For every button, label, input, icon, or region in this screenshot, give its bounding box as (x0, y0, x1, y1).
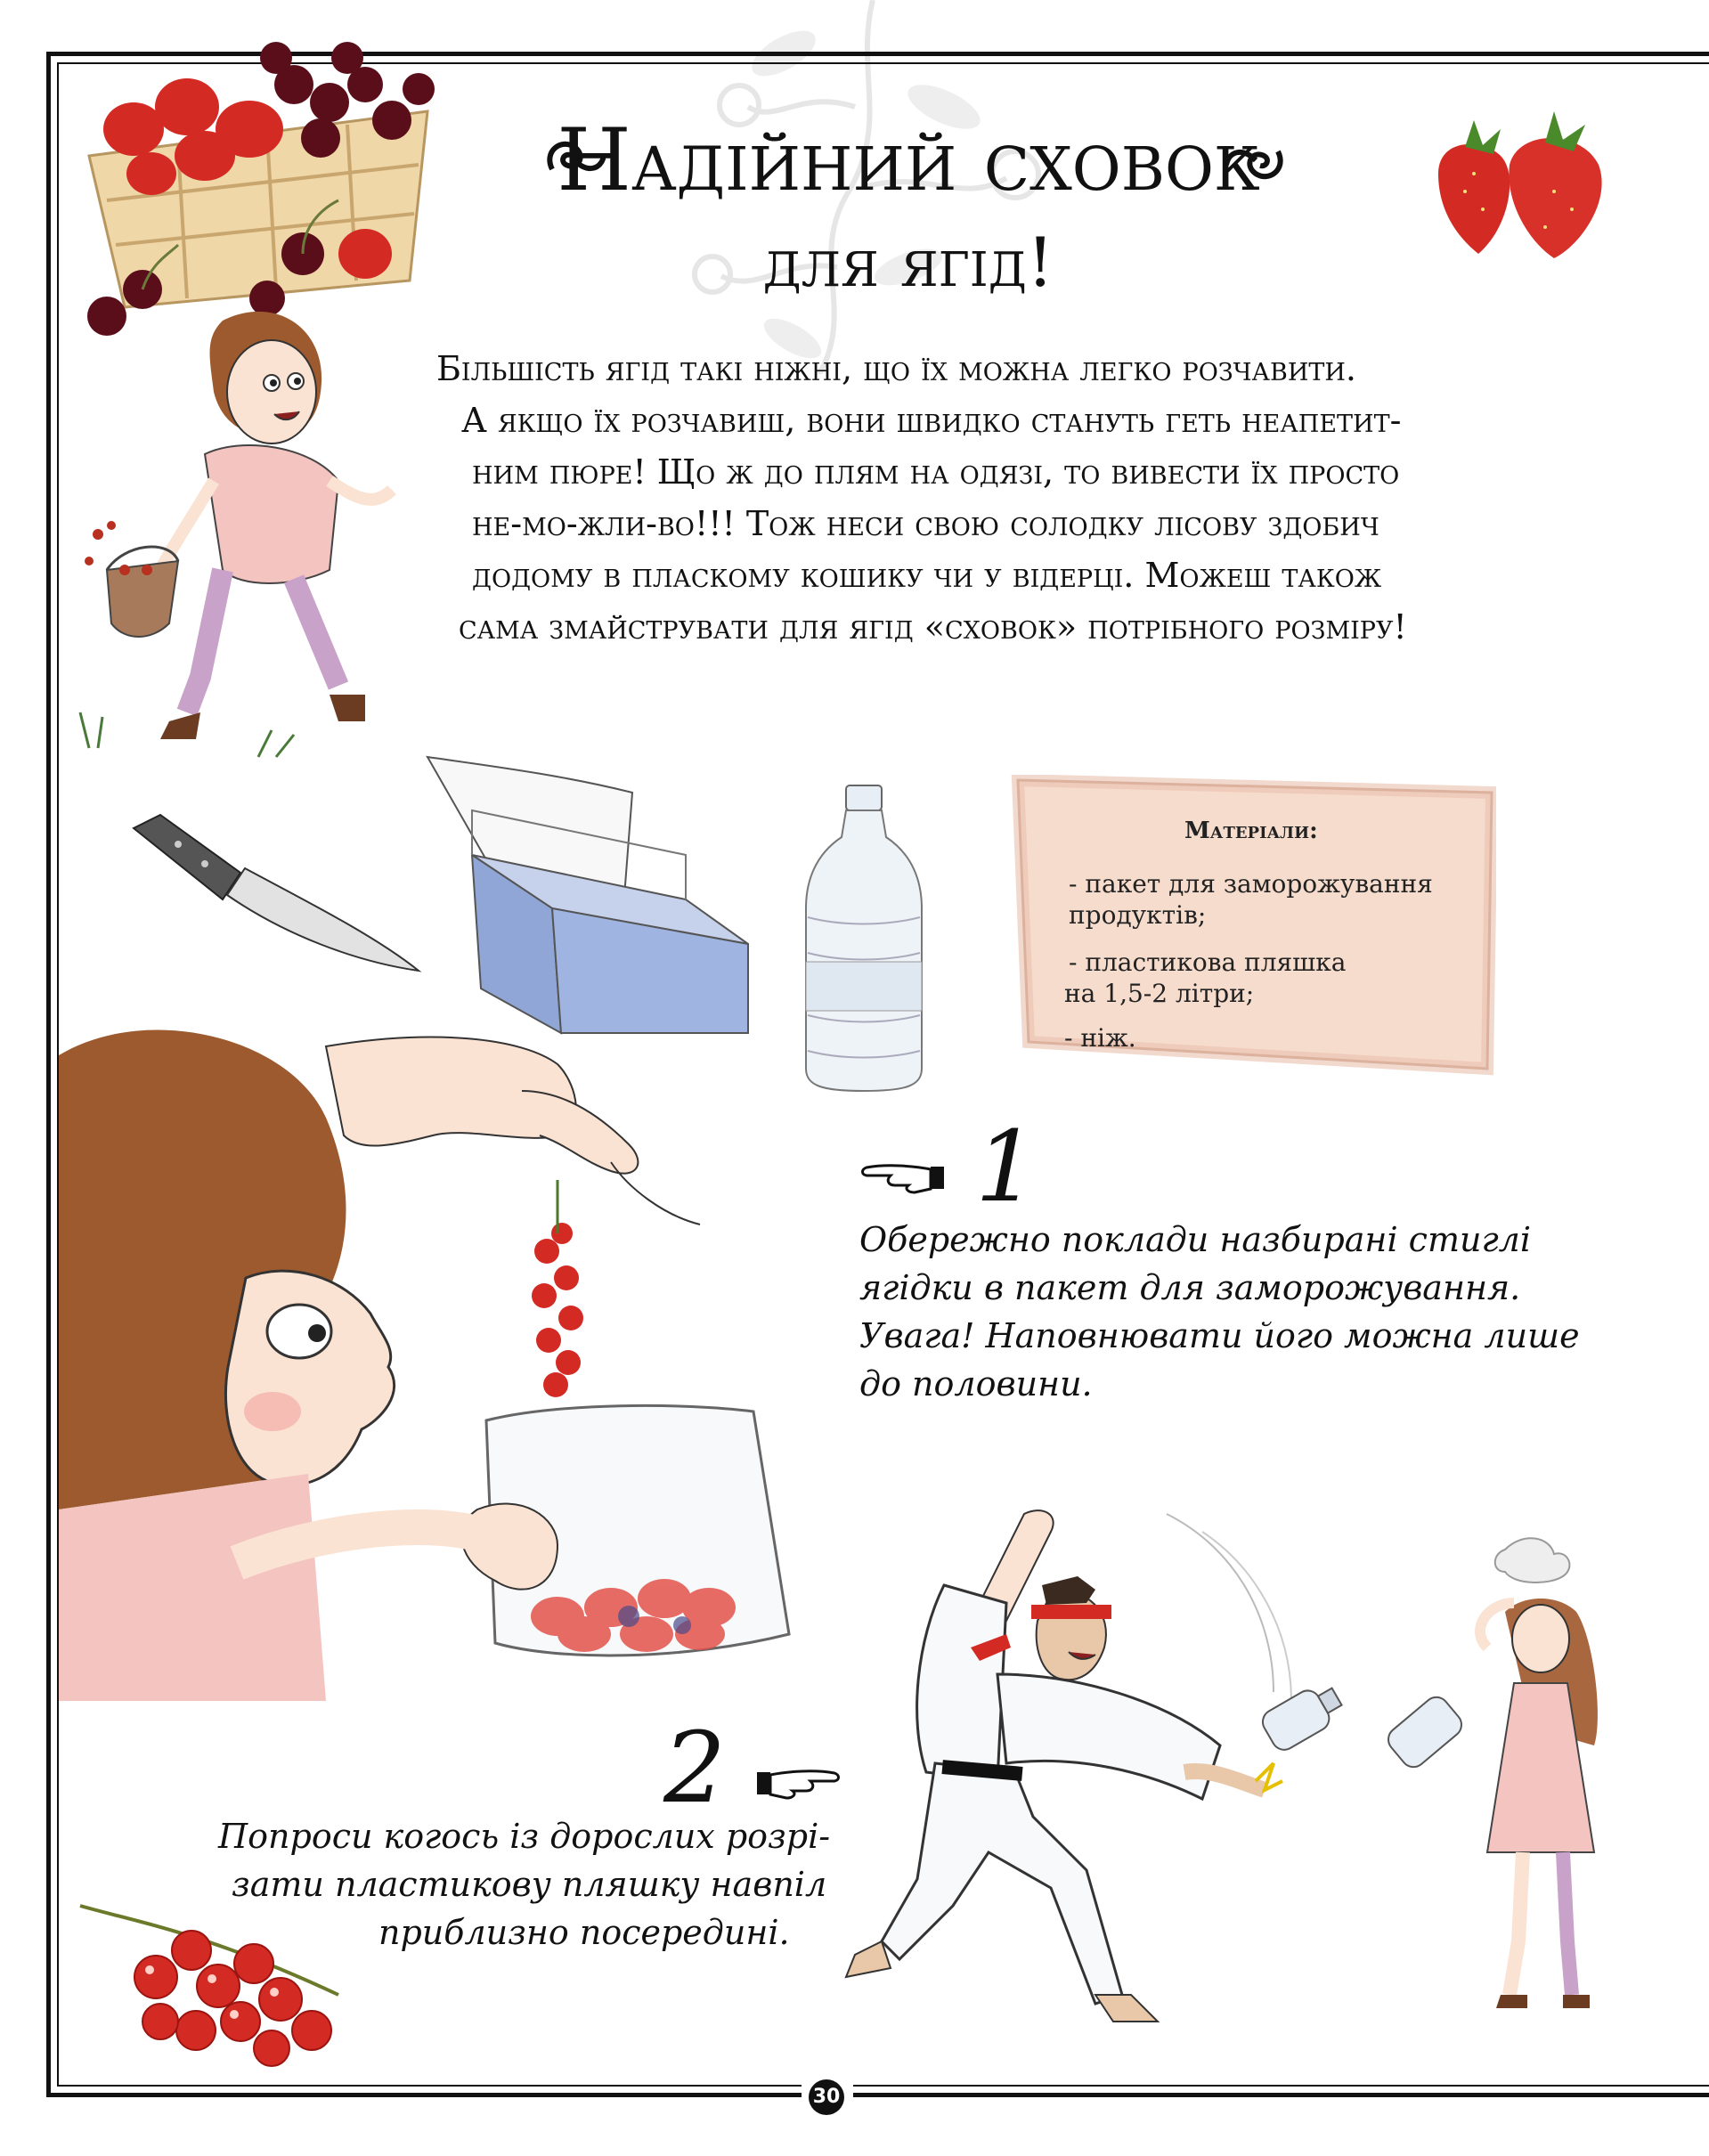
pointing-hand-icon (859, 1153, 948, 1198)
girl-with-basket-illustration (71, 303, 427, 766)
berry-basket-illustration (71, 22, 445, 343)
step-1-line-1: Обережно поклади назбирані стиглі (859, 1220, 1532, 1259)
frame-left-outer (46, 52, 51, 2097)
intro-line-6: сама змайструвати для ягід «сховок» потрібного розміру! (459, 607, 1407, 647)
step-1-number: 1 (975, 1110, 1038, 1224)
step-1-line-4: до половини. (859, 1364, 1093, 1403)
step-1-line-2: ягідки в пакет для заморожування. (859, 1268, 1521, 1307)
step-2-line-3: приблизно посередині. (378, 1913, 790, 1952)
intro-line-4: не-мо-жли-во!!! Тож неси свою солодку лісову здобич (472, 504, 1379, 543)
materials-line-1: - пакет для заморожування (1069, 869, 1433, 899)
karate-man-cutting-bottle-illustration (704, 1496, 1630, 2066)
frame-bottom-outer-right (853, 2093, 1709, 2097)
step-1-line-3: Увага! Наповнювати його можна лише (859, 1316, 1580, 1355)
step-2-line-1: Попроси когось із дорослих розрі- (218, 1817, 831, 1856)
step-2-number: 2 (663, 1711, 726, 1825)
frame-bottom-inner-left (57, 2085, 802, 2087)
intro-line-1: Більшість ягід такі ніжні, що їх можна легко розчавити. (436, 349, 1356, 388)
frame-bottom-outer-left (46, 2093, 802, 2097)
page-title-line2: для ягід! (762, 223, 1054, 302)
strawberries-illustration (1429, 102, 1616, 267)
step-2-line-2: зати пластикову пляшку навпіл (232, 1865, 827, 1904)
materials-title: Матеріали: (1184, 818, 1318, 844)
redcurrants-illustration (71, 1897, 365, 2075)
freezer-bag-box-illustration (419, 748, 757, 1042)
intro-line-3: ним пюре! Що ж до плям на одязі, то вивести їх просто (472, 452, 1400, 492)
frame-bottom-inner-right (853, 2085, 1709, 2087)
page-title-line1: Надійний сховок (557, 110, 1260, 210)
title-ornament-right (1225, 134, 1287, 187)
intro-line-5: додому в пласкому кошику чи у відерці. Можеш також (472, 556, 1382, 595)
materials-line-5: - ніж. (1064, 1023, 1136, 1053)
intro-line-2: А якщо їх розчавиш, вони швидко стануть геть неапетит- (461, 401, 1402, 440)
materials-line-2: продуктів; (1069, 900, 1207, 930)
page-number: 30 (809, 2079, 844, 2115)
materials-line-4: на 1,5-2 літри; (1064, 979, 1255, 1008)
knife-illustration (125, 810, 427, 980)
materials-line-3: - пластикова пляшка (1069, 948, 1347, 977)
